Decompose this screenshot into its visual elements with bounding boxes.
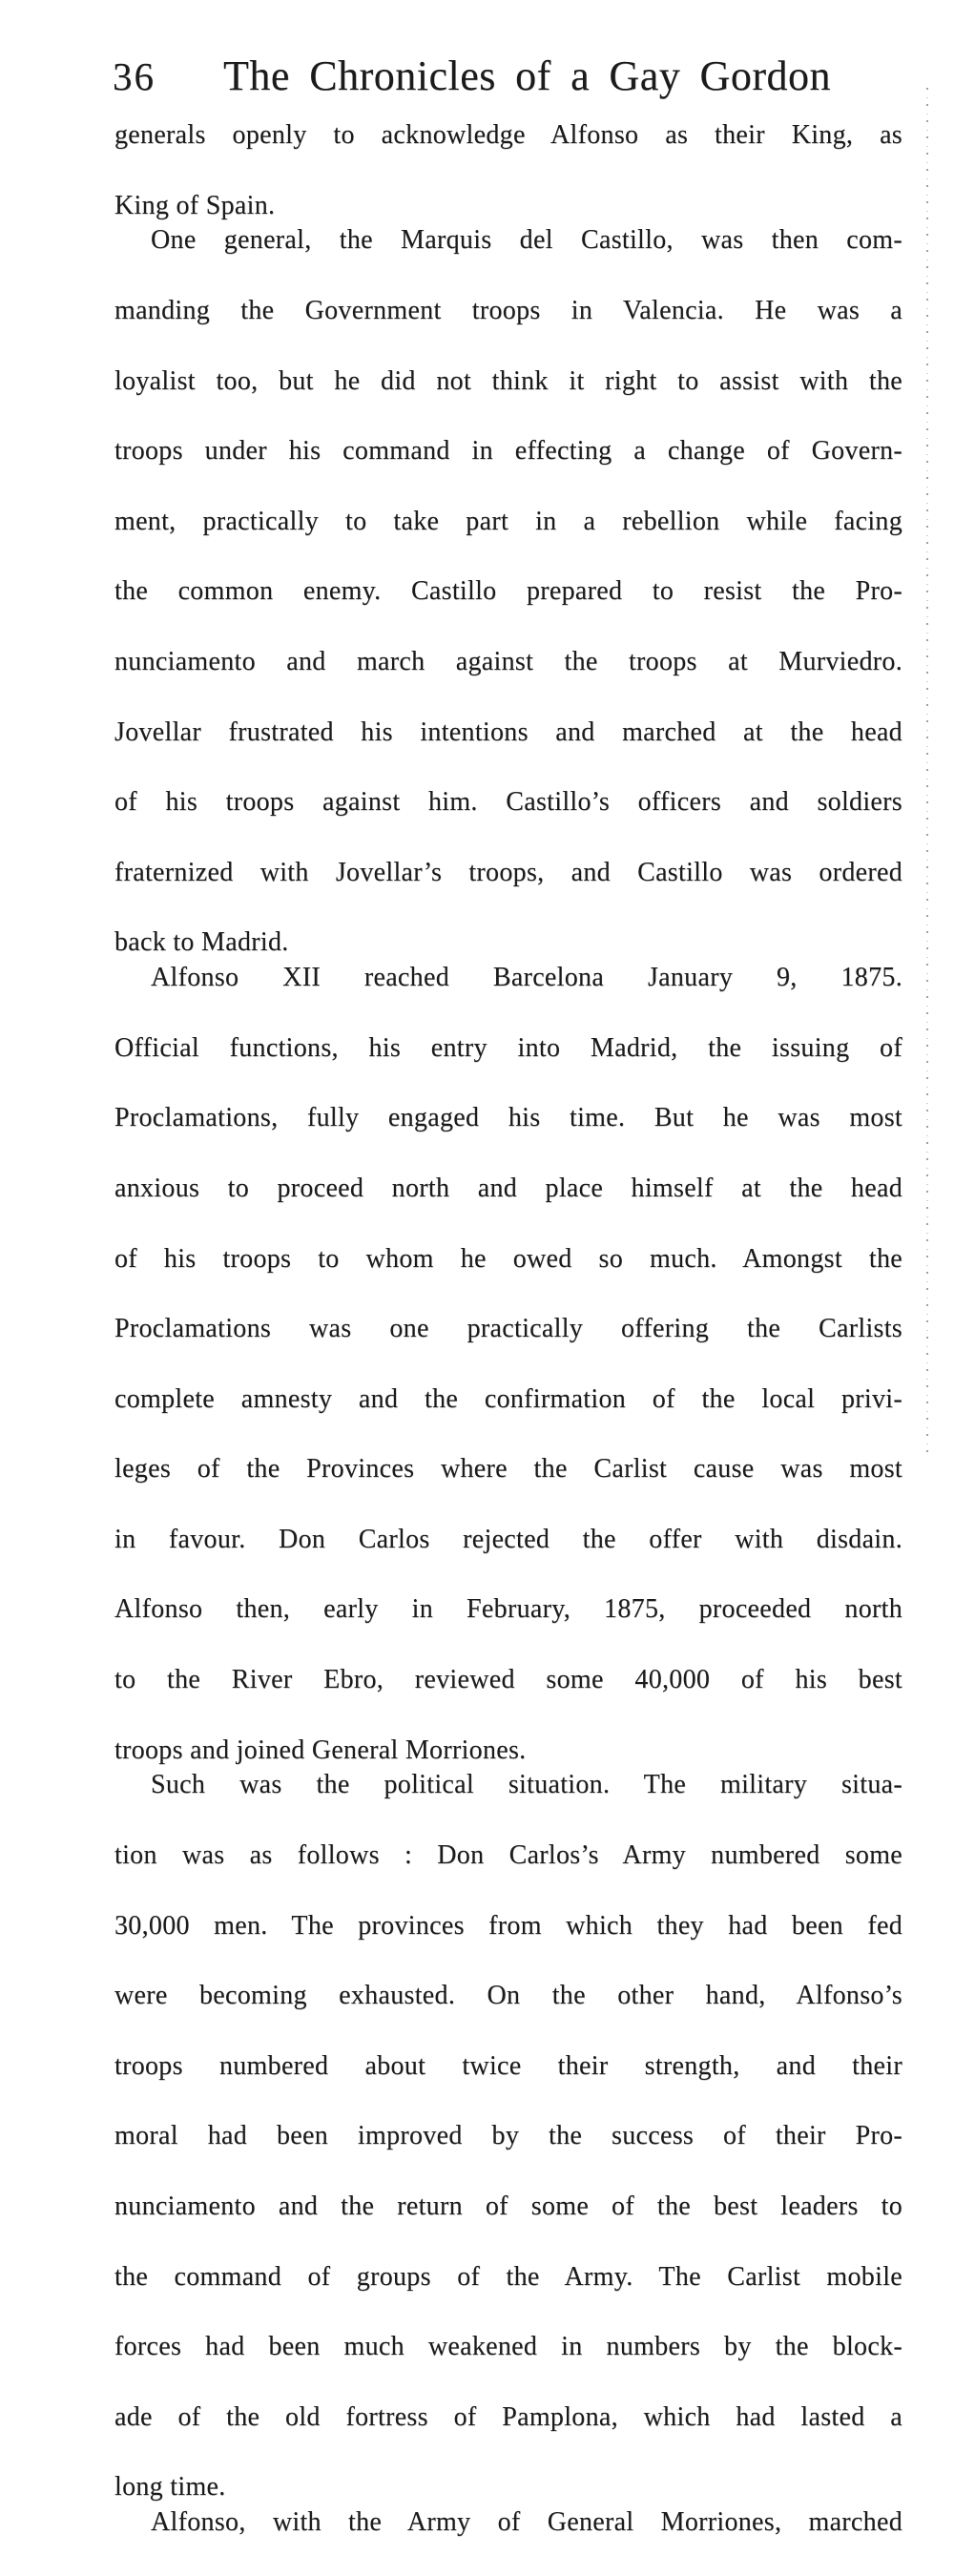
- page-body: [114, 118, 902, 2576]
- scan-edge-artifact: [926, 88, 928, 1452]
- paragraph: [114, 223, 902, 961]
- text-line: Such was the political situation. The military situa-: [151, 1770, 902, 1800]
- text-line: were becoming exhausted. On the other hand, Alfonso’s: [114, 1981, 902, 2011]
- paragraph: [114, 1768, 902, 2505]
- text-line: leges of the Provinces where the Carlist cause was most: [114, 1454, 902, 1485]
- text-line: back to Madrid.: [114, 927, 289, 958]
- text-line: of his troops to whom he owed so much. Amongst the: [114, 1243, 902, 1274]
- text-line: Jovellar frustrated his intentions and marched at the head: [114, 717, 902, 747]
- text-line: long time.: [114, 2472, 226, 2503]
- text-line: One general, the Marquis del Castillo, was then com-: [151, 225, 902, 256]
- text-line: in favour. Don Carlos rejected the offer with disdain.: [114, 1524, 902, 1554]
- text-line: tion was as follows : Don Carlos’s Army numbered some: [114, 1840, 902, 1871]
- text-line: Proclamations, fully engaged his time. But he was most: [114, 1103, 902, 1133]
- text-line: to the River Ebro, reviewed some 40,000 of his best: [114, 1665, 902, 1695]
- text-line: Official functions, his entry into Madrid, the issuing of: [114, 1032, 902, 1063]
- text-line: Alfonso then, early in February, 1875, proceeded north: [114, 1594, 902, 1625]
- text-line: the common enemy. Castillo prepared to resist the Pro-: [114, 576, 902, 607]
- paragraph: [114, 118, 902, 223]
- text-line: nunciamento and march against the troops at Murviedro.: [114, 646, 902, 676]
- text-line: King of Spain.: [114, 190, 276, 220]
- text-line: loyalist too, but he did not think it right to assist with the: [114, 365, 902, 396]
- text-line: fraternized with Jovellar’s troops, and Castillo was ordered: [114, 857, 902, 887]
- text-line: ade of the old fortress of Pamplona, which had lasted a: [114, 2401, 902, 2432]
- paragraph: [114, 961, 902, 1768]
- text-line: troops and joined General Morriones.: [114, 1735, 527, 1765]
- text-line: complete amnesty and the confirmation of the local privi-: [114, 1383, 902, 1414]
- text-line: 30,000 men. The provinces from which they had been fed: [114, 1910, 902, 1941]
- text-line: manding the Government troops in Valencia. He was a: [114, 295, 902, 325]
- text-line: forces had been much weakened in numbers by the block-: [114, 2332, 902, 2362]
- page-number: 36: [113, 54, 156, 98]
- running-header: [113, 52, 899, 100]
- text-line: generals openly to acknowledge Alfonso as their King, as: [114, 120, 902, 150]
- text-line: anxious to proceed north and place himself at the head: [114, 1173, 902, 1203]
- text-line: Alfonso XII reached Barcelona January 9, 1875.: [151, 963, 902, 993]
- page-title: The Chronicles of a Gay Gordon: [223, 52, 831, 99]
- text-line: Alfonso, with the Army of General Morriones, marched: [151, 2507, 902, 2538]
- text-line: the command of groups of the Army. The Carlist mobile: [114, 2261, 902, 2292]
- text-line: of his troops against him. Castillo’s officers and soldiers: [114, 787, 902, 818]
- text-line: Proclamations was one practically offering the Carlists: [114, 1314, 902, 1344]
- text-line: troops numbered about twice their strength, and their: [114, 2050, 902, 2081]
- paragraph: [114, 2505, 902, 2576]
- text-line: nunciamento and the return of some of the best leaders to: [114, 2192, 902, 2222]
- text-line: ment, practically to take part in a rebellion while facing: [114, 506, 902, 536]
- text-line: moral had been improved by the success of their Pro-: [114, 2121, 902, 2151]
- text-line: troops under his command in effecting a change of Govern-: [114, 436, 902, 467]
